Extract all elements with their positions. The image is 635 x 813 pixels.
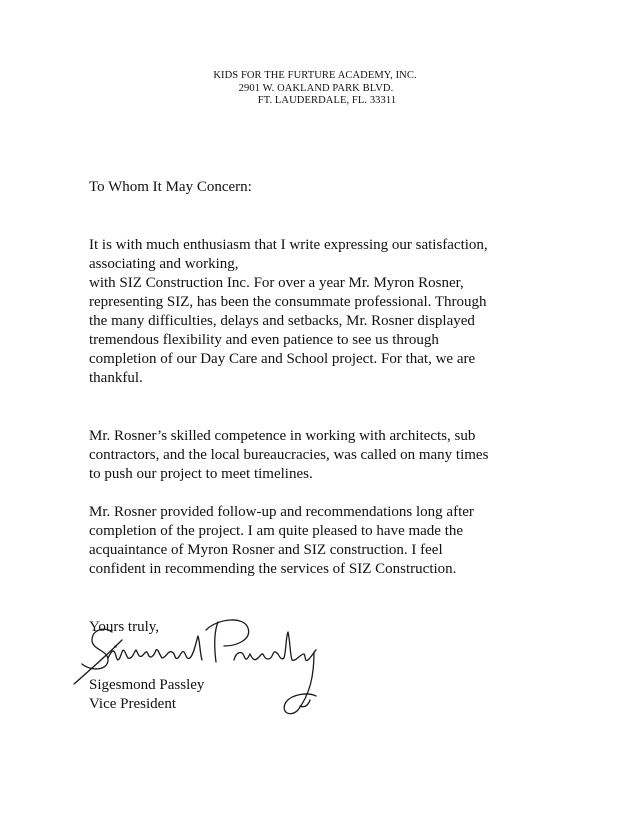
paragraph-line: completion of our Day Care and School project. For that, we are xyxy=(89,351,476,367)
signer-name: Sigesmond Passley xyxy=(89,677,205,693)
paragraph-line: contractors, and the local bureaucracies, was called on many times xyxy=(89,447,489,463)
closing: Yours truly, xyxy=(89,619,160,635)
paragraph-line: associating and working, xyxy=(89,256,239,272)
paragraph-line: Mr. Rosner provided follow-up and recommendations long after xyxy=(89,504,474,520)
paragraph-1 xyxy=(89,236,488,388)
paragraph-line: tremendous flexibility and even patience to see us through xyxy=(89,332,439,348)
paragraph-line: acquaintance of Myron Rosner and SIZ construction. I feel xyxy=(89,542,443,558)
letterhead-organization: KIDS FOR THE FURTURE ACADEMY, INC. xyxy=(213,70,417,81)
signer-title: Vice President xyxy=(89,696,176,712)
paragraph-3 xyxy=(89,503,474,579)
paragraph-line: the many difficulties, delays and setbacks, Mr. Rosner displayed xyxy=(89,313,475,329)
paragraph-line: It is with much enthusiasm that I write expressing our satisfaction, xyxy=(89,237,488,253)
paragraph-line: thankful. xyxy=(89,370,143,386)
paragraph-line: with SIZ Construction Inc. For over a year Mr. Myron Rosner, xyxy=(89,275,464,291)
paragraph-line: Mr. Rosner’s skilled competence in working with architects, sub xyxy=(89,428,476,444)
letterhead-city: FT. LAUDERDALE, FL. 33311 xyxy=(257,95,397,106)
paragraph-line: representing SIZ, has been the consummate professional. Through xyxy=(89,294,487,310)
paragraph-2 xyxy=(89,427,488,484)
letterhead-address: 2901 W. OAKLAND PARK BLVD. xyxy=(238,82,394,94)
letterhead xyxy=(150,70,480,108)
salutation: To Whom It May Concern: xyxy=(89,179,252,195)
paragraph-line: to push our project to meet timelines. xyxy=(89,466,313,482)
paragraph-line: confident in recommending the services of SIZ Construction. xyxy=(89,561,457,577)
paragraph-line: completion of the project. I am quite pleased to have made the xyxy=(89,523,464,539)
